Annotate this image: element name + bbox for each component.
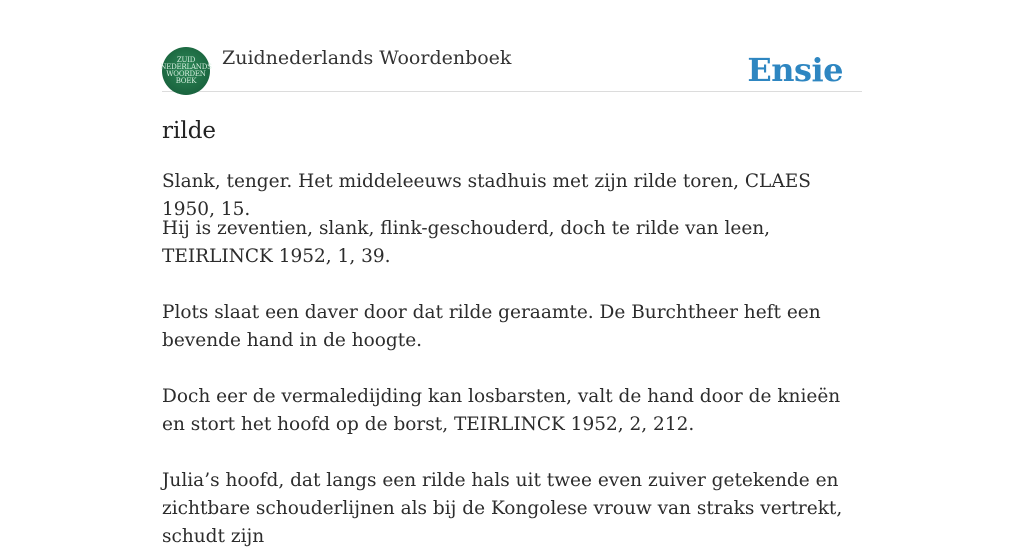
- headword-title: rilde: [162, 118, 217, 144]
- citation-paragraph: Hij is zeventien, slank, flink-geschouderd, doch te rilde van leen, TEIRLINCK 1952, 1, 39.: [162, 218, 771, 267]
- dictionary-logo[interactable]: [162, 47, 210, 95]
- header: [162, 46, 862, 92]
- ensie-brand-link[interactable]: Ensie: [747, 51, 843, 89]
- citation-paragraph: Plots slaat een daver door dat rilde geraamte. De Burchtheer heft een bevende hand in de hoogte.: [162, 302, 821, 351]
- page-container: [160, 46, 862, 547]
- definition-paragraph: Slank, tenger. Het middeleeuws stadhuis met zijn rilde toren, CLAES 1950, 15.: [162, 171, 811, 220]
- logo-line: NEDERLANDS: [160, 63, 212, 71]
- logo-line: BOEK: [175, 77, 197, 85]
- citation-paragraph: Julia’s hoofd, dat langs een rilde hals uit twee even zuiver getekende en zichtbare schouderlijnen als bij de Kongolese vrouw van straks vertrekt, schudt zijn: [162, 470, 843, 547]
- dictionary-title-link[interactable]: Zuidnederlands Woordenboek: [222, 47, 512, 69]
- logo-line: ZUID: [176, 56, 196, 64]
- citation-paragraph: Doch eer de vermaledijding kan losbarsten, valt de hand door de knieën en stort het hoofd op de borst, TEIRLINCK 1952, 2, 212.: [162, 386, 841, 435]
- logo-line: WOORDEN: [166, 70, 206, 78]
